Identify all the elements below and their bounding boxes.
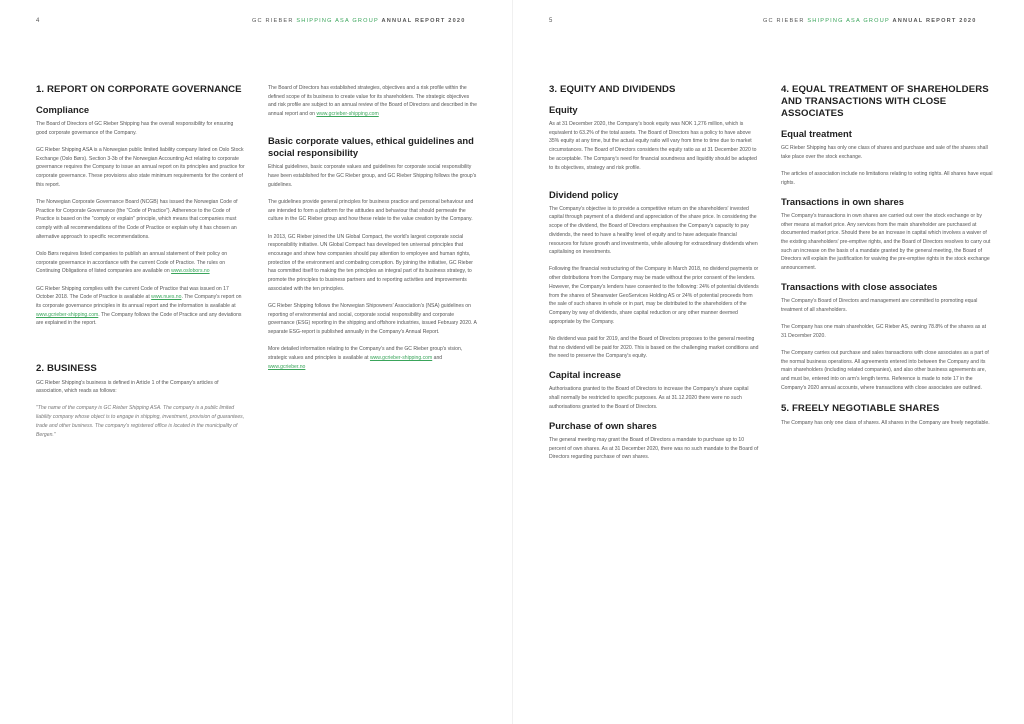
paragraph bbox=[268, 345, 478, 371]
paragraph: The articles of association include no limitations relating to voting rights. All shares have equal rights. bbox=[781, 170, 993, 186]
quote-paragraph: "The name of the company is GC Rieber Shipping ASA. The company is a public limited liability company whose object is to engage in shipping, investment, provision of guarantees, trade and other business. The company's registered office is located in the municipality of Bergen." bbox=[36, 405, 245, 438]
paragraph: The Company carries out purchase and sales transactions with close associates as a part of the normal business operations. All agreements entered into between the Company and its main shareholders (including related companies), and also other business agreements are, and must be, entered into on arm's length terms. Reference is made to note 17 in the Company's 2020 annual accounts, where transactions with close associates are outlined. bbox=[781, 350, 989, 391]
paragraph: The Company's transactions in own shares are carried out over the stock exchange or by other means at market price. Any services from the main shareholder are purchased at documented market price. Should there be an increase in capital which involves a waiver of the existing shareholders' pre-emptive rights, and the Board of Directors resolves to carry out such an increase on the basis of a mandate granted by the general meeting, the Board of Directors will explain the justification for waiving the pre-emptive rights in the stock exchange announcement. bbox=[781, 212, 991, 272]
section-title: 2. BUSINESS bbox=[36, 362, 97, 374]
subsection-title: Basic corporate values, ethical guidelines and social responsibility bbox=[268, 135, 474, 159]
section-title: 1. REPORT ON CORPORATE GOVERNANCE bbox=[36, 84, 242, 95]
column-3 bbox=[549, 84, 759, 471]
paragraph: GC Rieber Shipping's business is defined in Article 1 of the Company's articles of association, which reads as follows: bbox=[36, 379, 219, 395]
column-2 bbox=[268, 84, 478, 380]
paragraph: GC Rieber Shipping follows the Norwegian Shipowners' Association's (NSA) guidelines on reporting of environmental and social, corporate social responsibility and corporate governance (ESG) reporting in the shipping and offshore industries, issued February 2020. A separate ESG-report is published annually in the Company's Annual Report. bbox=[268, 302, 477, 336]
subsection-title: Transactions with close associates bbox=[781, 281, 938, 293]
running-header bbox=[252, 18, 466, 24]
paragraph bbox=[36, 250, 246, 276]
section-title: 5. FREELY NEGOTIABLE SHARES bbox=[781, 403, 940, 415]
paragraph-text: GC Rieber Shipping complies with the current Code of Practice that was issued on 17 October 2018. The Code of Practice is available at bbox=[36, 285, 229, 301]
paragraph-text: and bbox=[433, 354, 443, 361]
paragraph-text: More detailed information relating to the Company's and the GC Rieber group's vision, strategic values and principles is available at bbox=[268, 346, 463, 361]
paragraph: The Company's Board of Directors and management are committed to promoting equal treatment of all shareholders. bbox=[781, 298, 978, 313]
subsection-title: Compliance bbox=[36, 104, 90, 115]
paragraph bbox=[36, 285, 246, 329]
paragraph: The Company has one main shareholder, GC Rieber AS, owning 78.8% of the shares as at 31 December 2020. bbox=[781, 324, 986, 339]
paragraph: The general meeting may grant the Board of Directors a mandate to purchase up to 10 percent of own shares. As at 31 December 2020, there was no such mandate to the Board of Directors regarding purchase of own shares. bbox=[549, 437, 759, 461]
subsection-title: Capital increase bbox=[549, 369, 621, 381]
header-report-title: ANNUAL REPORT 2020 bbox=[381, 18, 466, 24]
subsection-title: Dividend policy bbox=[549, 188, 619, 200]
right-page bbox=[512, 0, 1024, 724]
paragraph: No dividend was paid for 2019, and the Board of Directors proposes to the general meeting that no dividend will be paid for 2020. This is based on the challenging market conditions and the need to preserve the Company's equity. bbox=[549, 335, 759, 360]
paragraph: Ethical guidelines, basic corporate values and guidelines for corporate social responsibility have been established for the GC Rieber group, and GC Rieber Shipping follows the group's guidelines. bbox=[268, 164, 477, 188]
paragraph: GC Rieber Shipping ASA is a Norwegian public limited liability company listed on Oslo Stock Exchange (Oslo Børs). Section 3-3b of the Norwegian Accounting Act relating to corporate governance requires the Company to issue an annual report on its principles and practice for corporate governance. These provisions also state minimum requirements for the content of this report. bbox=[36, 146, 245, 188]
paragraph: Authorisations granted to the Board of Directors to increase the Company's share capital shall normally be restricted to specific purposes. As at 31.12.2020 there were no such authorisations granted to the Board of Directors. bbox=[549, 386, 749, 410]
section-title: 3. EQUITY AND DIVIDENDS bbox=[549, 84, 676, 95]
paragraph: The Company's objective is to provide a competitive return on the shareholders' invested capital through payment of a dividend and appreciation of the share price. In considering the scope of the dividend, the Board of Directors emphasises the Company's capacity to pay dividends, the need to have a healthy level of equity and to have adequate financial resources for future growth and investments, while allowing for extraordinary dividends when capitalising on investments. bbox=[549, 205, 758, 256]
gcrieber-shipping-link[interactable]: www.gcrieber-shipping.com bbox=[36, 311, 99, 318]
column-1 bbox=[36, 84, 246, 448]
header-brand: GC RIEBER bbox=[252, 18, 294, 24]
running-header bbox=[763, 18, 977, 24]
header-brand-accent: SHIPPING ASA GROUP bbox=[807, 18, 890, 24]
paragraph: GC Rieber Shipping has only one class of shares and purchase and sale of the shares shall take place over the stock exchange. bbox=[781, 145, 988, 160]
subsection-title: Equal treatment bbox=[781, 128, 852, 139]
paragraph-text: . The Company follows the Code of Practice and any deviations are explained in the report. bbox=[36, 311, 242, 327]
gcrieber-shipping-link[interactable]: www.gcrieber-shipping.com bbox=[369, 354, 433, 361]
paragraph-text: The Board of Directors has established strategies, objectives and a risk profile within the defined scope of its business to create value for its shareholders. The strategic objectives and risk profile are subject to an annual review of the Board of Directors and described in the annual report and on bbox=[268, 85, 477, 118]
subsection-title: Purchase of own shares bbox=[549, 420, 657, 432]
paragraph: The Board of Directors of GC Rieber Shipping has the overall responsibility for ensuring good corporate governance of the Company. bbox=[36, 121, 234, 136]
oslobors-link[interactable]: www.oslobors.no bbox=[171, 268, 210, 275]
paragraph: The guidelines provide general principles for business practice and personal behaviour and are intended to form a platform for the attitudes and behaviour that should permeate the culture in the GC Rieber group and how these relate to the value creation by the Company. bbox=[268, 198, 474, 223]
subsection-title: Transactions in own shares bbox=[781, 195, 904, 207]
paragraph: The Norwegian Corporate Governance Board (NCGB) has issued the Norwegian Code of Practice for Corporate Governance (the "Code of Practice"). Adherence to the Code of Practice is based on the "comply or explain" principle, which means that companies must comply with all recommendations of the Code of Practice or explain why it has chosen an alternative approach to specific recommendations. bbox=[36, 198, 238, 240]
paragraph: In 2013, GC Rieber joined the UN Global Compact, the world's largest corporate social responsibility initiative. UN Global Compact has developed ten universal principles that encourage and show how companies should pay attention to employee and human rights, protection of the environment and combating corruption. By joining the initiative, GC Rieber has committed itself to making the ten principles an integral part of its business strategy, to promote the principles to business partners and to reporting activities and improvements associated with the ten principles. bbox=[268, 233, 473, 292]
paragraph-text: Oslo Børs requires listed companies to publish an annual statement of their policy on corporate governance in accordance with the current Code of Practice. The rules on Continuing Obligations of listed companies are available on bbox=[36, 250, 228, 275]
header-brand-accent: SHIPPING ASA GROUP bbox=[296, 18, 379, 24]
header-brand: GC RIEBER bbox=[763, 18, 805, 24]
section-title: 4. EQUAL TREATMENT OF SHAREHOLDERS AND TRANSACTIONS WITH CLOSE ASSOCIATES bbox=[781, 84, 989, 119]
paragraph: As at 31 December 2020, the Company's book equity was NOK 1,276 million, which is equivalent to 63.2% of the total assets. The Board of Directors has a policy to have above 35% equity at any time, but the actual equity ratio will vary from time to time due to market circumstances. The Board of Directors considers the equity ratio as at 31 December 2020 to be acceptable. The Company's need for financial soundness and liquidity should be adapted to its objectives, strategy and risk profile. bbox=[549, 121, 757, 171]
page-number: 5 bbox=[549, 18, 553, 24]
page-number: 4 bbox=[36, 18, 40, 24]
subsection-title: Equity bbox=[549, 104, 578, 115]
gcrieber-link[interactable]: www.gcrieber.no bbox=[268, 363, 306, 370]
paragraph bbox=[268, 84, 478, 119]
nues-link[interactable]: www.nues.no bbox=[151, 294, 182, 301]
paragraph-text: . The Company's report on its corporate governance principles in its annual report and the information is available at bbox=[36, 294, 242, 309]
header-report-title: ANNUAL REPORT 2020 bbox=[892, 18, 977, 24]
paragraph: The Company has only one class of shares. All shares in the Company are freely negotiable. bbox=[781, 420, 990, 427]
column-4 bbox=[781, 84, 993, 436]
paragraph: Following the financial restructuring of the Company in March 2018, no dividend payments or other distributions from the Company may be made without the prior consent of the lenders. However, the Company's lenders have consented to the following: 24% of potential dividends from the shares of Shearwater GeoServices Holding AS or 24% of potential proceeds from the sale of such shares in whole or in part, may be distributed to the shareholders of the Company by way of dividends, share capital reduction or any other manner deemed appropriate by the Company. bbox=[549, 266, 759, 325]
gcrieber-shipping-link[interactable]: www.gcrieber-shipping.com bbox=[316, 111, 379, 118]
